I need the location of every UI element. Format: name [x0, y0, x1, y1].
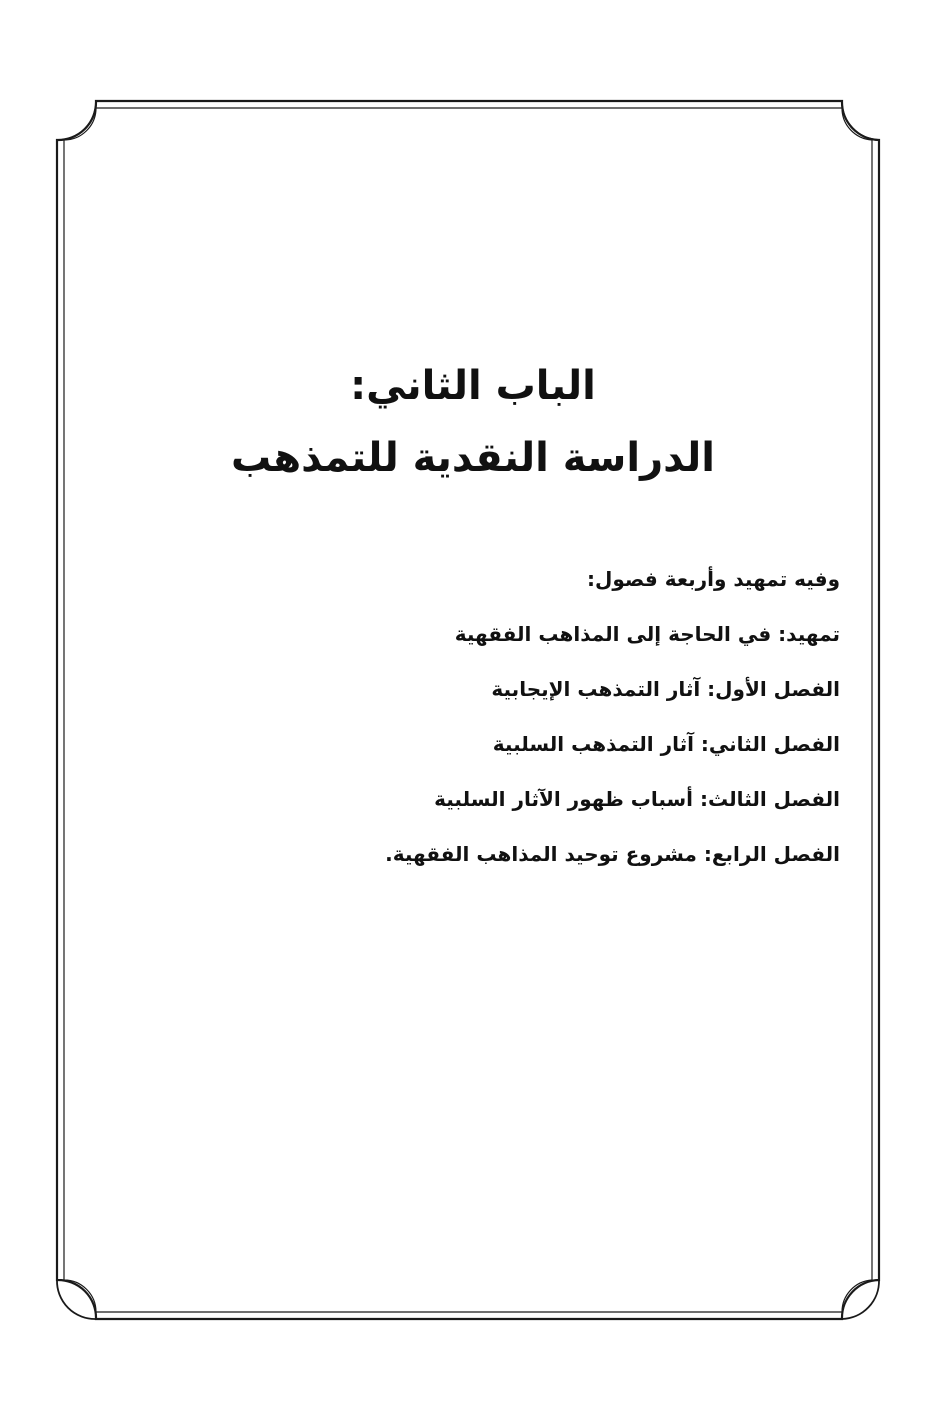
title-block	[0, 350, 946, 494]
part-heading: الباب الثاني:	[350, 363, 596, 409]
list-item-chapter-3: الفصل الثالث: أسباب ظهور الآثار السلبية	[434, 787, 840, 811]
part-title: الدراسة النقدية للتمذهب	[231, 435, 715, 481]
chapter-list	[140, 560, 840, 890]
list-item-chapter-1: الفصل الأول: آثار التمذهب الإيجابية	[491, 677, 840, 701]
list-item-chapter-2: الفصل الثاني: آثار التمذهب السلبية	[492, 732, 840, 756]
list-item-preface: تمهيد: في الحاجة إلى المذاهب الفقهية	[454, 622, 840, 646]
list-item-chapter-4: الفصل الرابع: مشروع توحيد المذاهب الفقهية.	[385, 842, 840, 866]
contents-intro: وفيه تمهيد وأربعة فصول:	[587, 567, 840, 591]
